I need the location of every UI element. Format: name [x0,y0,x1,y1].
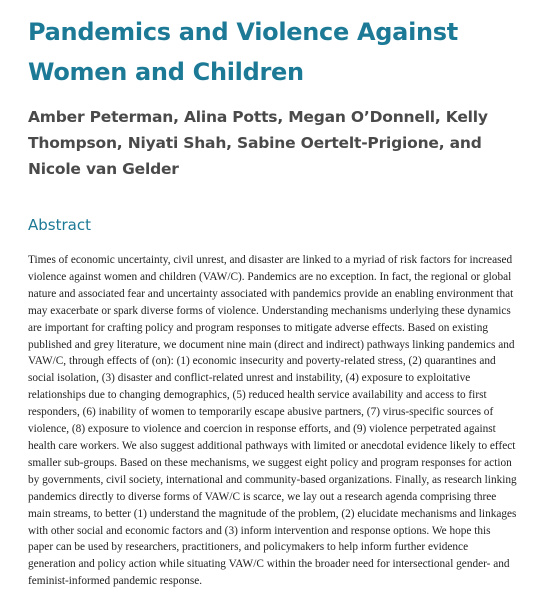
abstract-heading: Abstract [28,216,91,234]
abstract-text: Times of economic uncertainty, civil unrest, and disaster are linked to a myriad of risk factors for increased violence against women and children (VAW/C). Pandemics are no exception. In fact, the regional or global nature and associated fear and uncertainty associated with pandemics provide an enabling environment that may exacerbate or spark diverse forms of violence. Understanding mechanisms underlying these dynamics are important for crafting policy and program responses to mitigate adverse effects. Based on existing published and grey literature, we document nine main (direct and indirect) pathways linking pandemics and VAW/C, through effects of (on): (1) economic insecurity and poverty-related stress, (2) quarantines and social isolation, (3) disaster and conflict-related unrest and instability, (4) exposure to exploitative relationships due to changing demographics, (5) reduced health service availability and access to first responders, (6) inability of women to temporarily escape abusive partners, (7) virus-specific sources of violence, (8) exposure to violence and coercion in response efforts, and (9) violence perpetrated against health care workers. We also suggest additional pathways with limited or anecdotal evidence likely to effect smaller sub-groups. Based on these mechanisms, we suggest eight policy and program responses for action by governments, civil society, international and community-based organizations. Finally, as research linking pandemics directly to diverse forms of VAW/C is scarce, we lay out a research agenda comprising three main streams, to better (1) understand the magnitude of the problem, (2) elucidate mechanisms and linkages with other social and economic factors and (3) inform intervention and response options. We hope this paper can be used by researchers, practitioners, and policymakers to help inform further evidence generation and policy action while situating VAW/C within the broader need for intersectional gender- and feminist-informed pandemic response. [28,254,517,588]
author-list: Amber Peterman, Alina Potts, Megan O’Donnell, Kelly Thompson, Niyati Shah, Sabine Oertelt-Prigione, and Nicole van Gelder [28,108,488,178]
paper-title: Pandemics and Violence Against Women and Children [28,18,458,86]
